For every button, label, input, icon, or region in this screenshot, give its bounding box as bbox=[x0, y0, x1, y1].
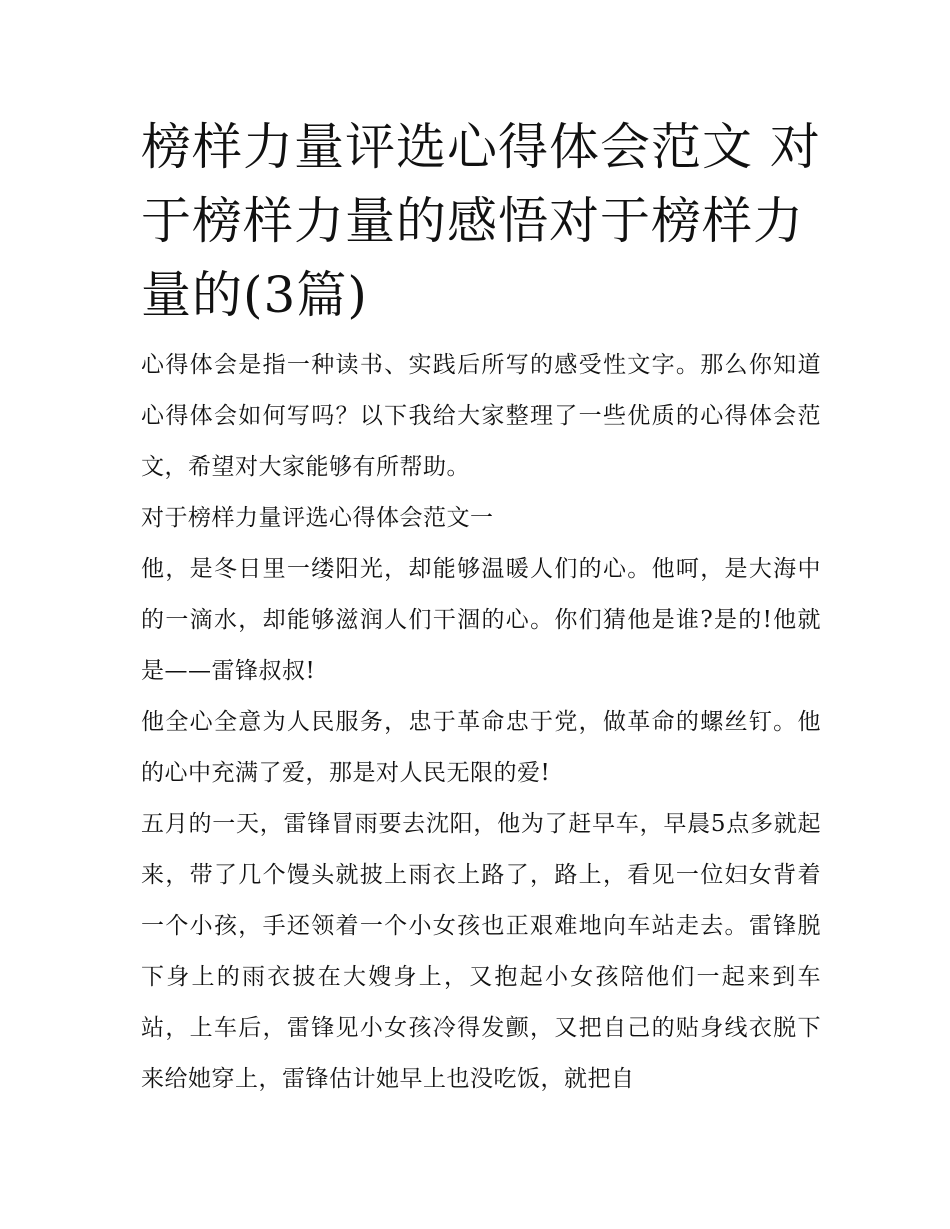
intro-paragraph: 心得体会是指一种读书、实践后所写的感受性文字。那么你知道心得体会如何写吗？以下我给大家整理了一些优质的心得体会范文，希望对大家能够有所帮助。 bbox=[141, 352, 821, 480]
body-paragraph: 他全心全意为人民服务，忠于革命忠于党，做革命的螺丝钉。他的心中充满了爱，那是对人民无限的爱! bbox=[141, 709, 821, 786]
body-paragraph: 他，是冬日里一缕阳光，却能够温暖人们的心。他呵，是大海中的一滴水，却能够滋润人们干涸的心。你们猜他是谁?是的!他就是——雷锋叔叔! bbox=[141, 556, 821, 684]
document-title: 榜样力量评选心得体会范文 对于榜样力量的感悟对于榜样力量的(3篇) bbox=[141, 118, 821, 324]
section-heading: 对于榜样力量评选心得体会范文一 bbox=[141, 505, 494, 531]
document-content bbox=[141, 110, 821, 1105]
body-paragraph: 五月的一天，雷锋冒雨要去沈阳，他为了赶早车，早晨5点多就起来，带了几个馒头就披上雨衣上路了，路上，看见一位妇女背着一个小孩，手还领着一个小女孩也正艰难地向车站走去。雷锋脱下身上的雨衣披在大嫂身上，又抱起小女孩陪他们一起来到车站，上车后，雷锋见小女孩冷得发颤，又把自己的贴身线衣脱下来给她穿上，雷锋估计她早上也没吃饭，就把自 bbox=[141, 811, 821, 1092]
document-body bbox=[141, 340, 821, 1105]
